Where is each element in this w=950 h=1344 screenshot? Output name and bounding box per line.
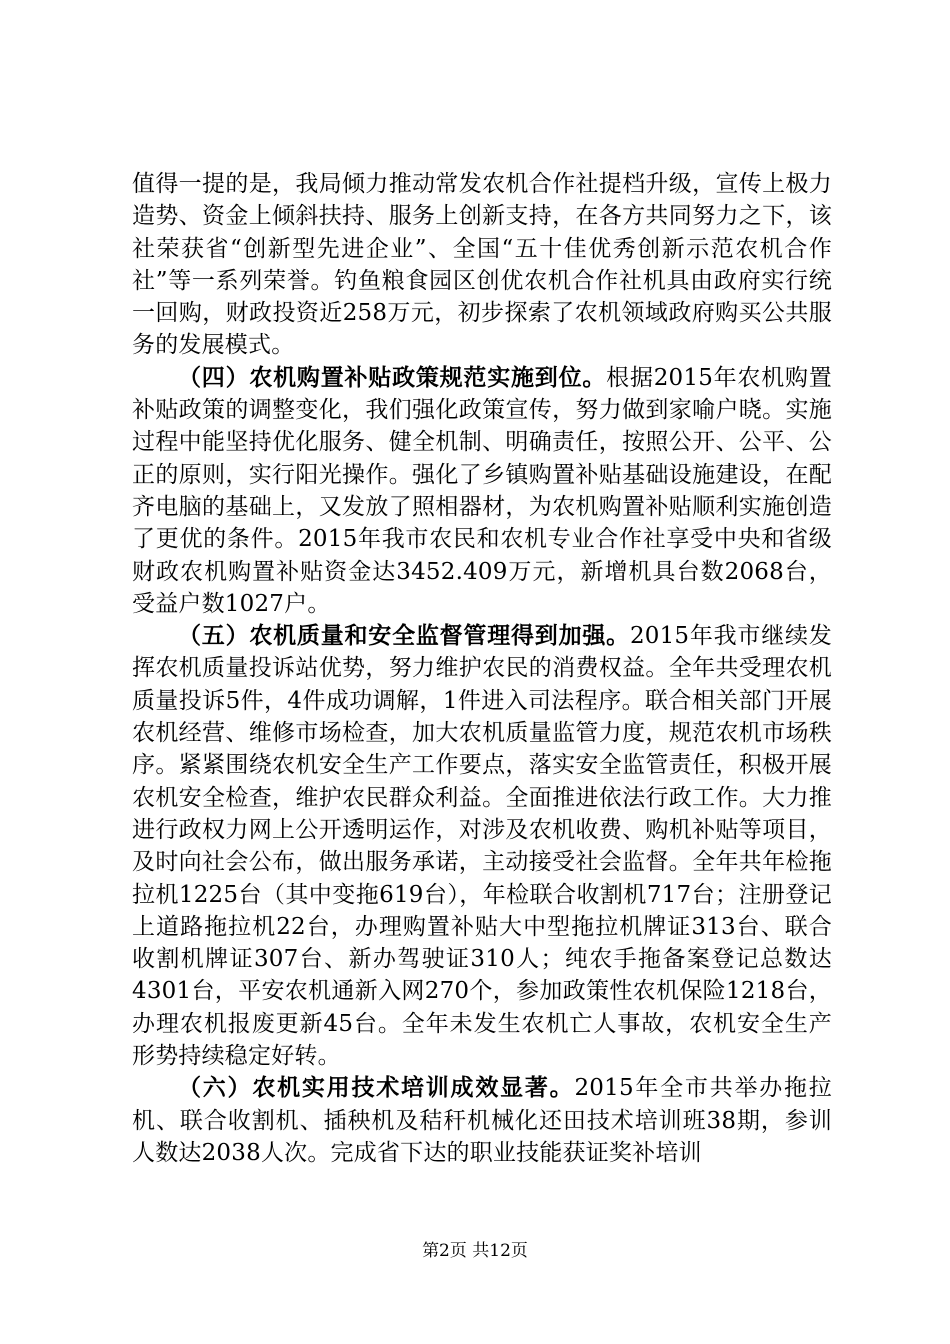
paragraph-intro bbox=[132, 168, 832, 362]
paragraph-section-5 bbox=[132, 620, 832, 1072]
paragraph-text: 值得一提的是，我局倾力推动常发农机合作社提档升级，宣传上极力造势、资金上倾斜扶持、服务上创新支持，在各方共同努力之下，该社荣获省“创新型先进企业”、全国“五十佳优秀创新示范农机合作社”等一系列荣誉。钓鱼粮食园区创优农机合作社机具由政府实行统一回购，财政投资近258万元，初步探索了农机领域政府购买公共服务的发展模式。 bbox=[132, 171, 832, 359]
paragraph-text: 2015年全市共举办拖拉机、联合收割机、插秧机及秸秆机械化还田技术培训班38期，参训人数达2038人次。完成省下达的职业技能获证奖补培训 bbox=[132, 1075, 833, 1166]
page-number-footer: 第2页 共12页 bbox=[422, 1241, 528, 1261]
section-heading: （五）农机质量和安全监督管理得到加强。 bbox=[178, 623, 630, 650]
paragraph-text: 根据2015年农机购置补贴政策的调整变化，我们强化政策宣传，努力做到家喻户晓。实施过程中能坚持优化服务、健全机制、明确责任，按照公开、公平、公正的原则，实行阳光操作。强化了乡镇购置补贴基础设施建设，在配齐电脑的基础上，又发放了照相器材，为农机购置补贴顺利实施创造了更优的条件。2015年我市农民和农机专业合作社享受中央和省级财政农机购置补贴资金达3452.409万元，新增机具台数2068台，受益户数1027户。 bbox=[132, 364, 832, 617]
body-text bbox=[132, 168, 832, 1169]
section-heading: （四）农机购置补贴政策规范实施到位。 bbox=[178, 364, 607, 391]
paragraph-text: 2015年我市继续发挥农机质量投诉站优势，努力维护农民的消费权益。全年共受理农机质量投诉5件，4件成功调解，1件进入司法程序。联合相关部门开展农机经营、维修市场检查，加大农机质量监管力度，规范农机市场秩序。紧紧围绕农机安全生产工作要点，落实安全监管责任，积极开展农机安全检查，维护农民群众利益。全面推进依法行政工作。大力推进行政权力网上公开透明运作，对涉及农机收费、购机补贴等项目，及时向社会公布，做出服务承诺，主动接受社会监督。全年共年检拖拉机1225台（其中变拖619台），年检联合收割机717台；注册登记上道路拖拉机22台，办理购置补贴大中型拖拉机牌证313台、联合收割机牌证307台、新办驾驶证310人；纯农手拖备案登记总数达4301台，平安农机通新入网270个，参加政策性农机保险1218台，办理农机报废更新45台。全年未发生农机亡人事故，农机安全生产形势持续稳定好转。 bbox=[132, 623, 832, 1070]
paragraph-section-6 bbox=[132, 1072, 832, 1169]
paragraph-section-4 bbox=[132, 362, 832, 620]
section-heading: （六）农机实用技术培训成效显著。 bbox=[178, 1075, 575, 1102]
